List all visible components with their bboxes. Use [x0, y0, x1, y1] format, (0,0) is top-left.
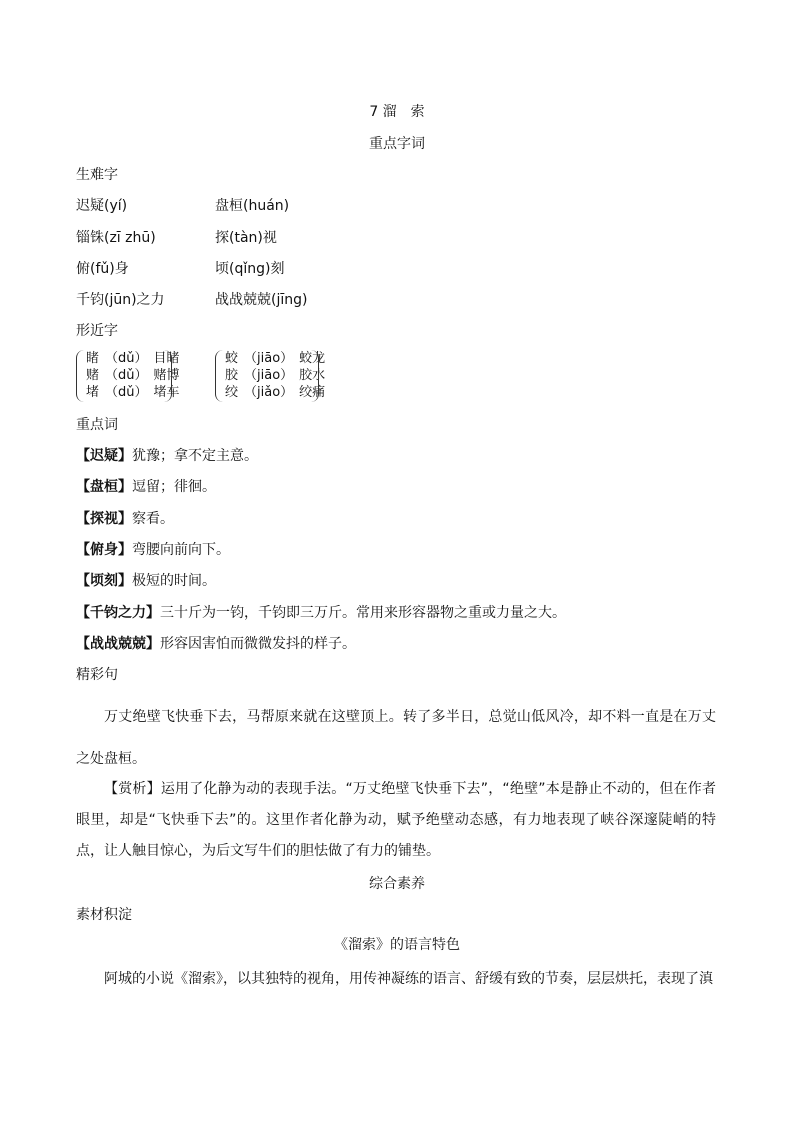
similar-chars-group-1 [76, 350, 180, 402]
key-word-entry [76, 509, 174, 529]
key-word-term: 【探视】 [76, 511, 132, 527]
right-brace [310, 350, 319, 402]
key-word-term: 【俯身】 [76, 542, 132, 558]
material-subtitle: 《溜索》的语言特色 [334, 937, 460, 953]
difficult-char-item: 迟疑(yí) [76, 198, 128, 214]
difficult-char-item: 俯(fǔ)身 [76, 261, 129, 277]
key-word-term: 【迟疑】 [76, 448, 132, 464]
similar-char-row: 绞 （jiǎo） 绞痛 [225, 385, 326, 400]
difficult-char-item: 盘桓(huán) [215, 198, 290, 214]
section-heading-key-words: 重点字词 [369, 136, 425, 152]
key-word-term: 【千钧之力】 [76, 605, 160, 621]
difficult-char-item: 顷(qǐng)刻 [215, 261, 285, 277]
key-word-entry [76, 603, 566, 623]
difficult-char-item: 探(tàn)视 [215, 230, 277, 246]
material-paragraph: 阿城的小说《溜索》，以其独特的视角，用传神凝练的语言、舒缓有致的节奏，层层烘托，表现了滇 [104, 971, 713, 987]
key-word-definition: 极短的时间。 [132, 573, 216, 589]
analysis-paragraph: 【赏析】运用了化静为动的表现手法。“万丈绝壁飞快垂下去”，“绝壁”本是静止不动的，但在作者眼里，却是“飞快垂下去”的。这里作者化静为动，赋予绝壁动态感，有力地表现了峡谷深邃陡峭的特点，让人触目惊心，为后文写牛们的胆怯做了有力的铺垫。 [76, 781, 716, 859]
similar-char-row: 睹 （dǔ） 目睹 [86, 351, 180, 366]
key-word-definition: 犹豫；拿不定主意。 [132, 448, 258, 464]
difficult-char-item: 战战兢兢(jīng) [215, 292, 308, 308]
key-word-term: 【顷刻】 [76, 573, 132, 589]
difficult-chars-heading: 生难字 [76, 167, 118, 183]
excellent-sentence: 万丈绝壁飞快垂下去，马帮原来就在这壁顶上。转了多半日，总觉山低风冷，却不料一直是在万丈之处盘桓。 [76, 709, 716, 767]
similar-char-row: 胶 （jiāo） 胶水 [225, 368, 326, 383]
key-word-term: 【战战兢兢】 [76, 636, 160, 652]
section-heading-comprehensive: 综合素养 [369, 876, 425, 892]
difficult-char-item: 锱铢(zī zhū) [76, 230, 156, 246]
similar-char-row: 堵 （dǔ） 堵车 [86, 385, 180, 400]
excellent-sentence-heading: 精彩句 [76, 667, 118, 683]
key-words-heading: 重点词 [76, 417, 118, 433]
key-word-definition: 弯腰向前向下。 [132, 542, 230, 558]
key-word-entry [76, 571, 216, 591]
key-word-definition: 逗留；徘徊。 [132, 479, 216, 495]
left-brace [215, 350, 224, 402]
similar-chars-group-2 [215, 350, 326, 402]
page-title: 7 溜 索 [369, 104, 425, 120]
key-word-term: 【盘桓】 [76, 479, 132, 495]
key-word-definition: 察看。 [132, 511, 174, 527]
difficult-char-item: 千钧(jūn)之力 [76, 292, 165, 308]
key-word-definition: 形容因害怕而微微发抖的样子。 [160, 636, 356, 652]
similar-char-row: 蛟 （jiāo） 蛟龙 [225, 351, 326, 366]
key-word-entry [76, 540, 230, 560]
key-word-entry [76, 446, 258, 466]
key-word-entry [76, 477, 216, 497]
similar-chars-heading: 形近字 [76, 323, 118, 339]
key-word-definition: 三十斤为一钧，千钧即三万斤。常用来形容器物之重或力量之大。 [160, 605, 566, 621]
left-brace [76, 350, 85, 402]
similar-char-row: 赌 （dǔ） 赌博 [86, 368, 180, 383]
material-heading: 素材积淀 [76, 907, 132, 923]
right-brace [163, 350, 172, 402]
key-word-entry [76, 634, 356, 654]
